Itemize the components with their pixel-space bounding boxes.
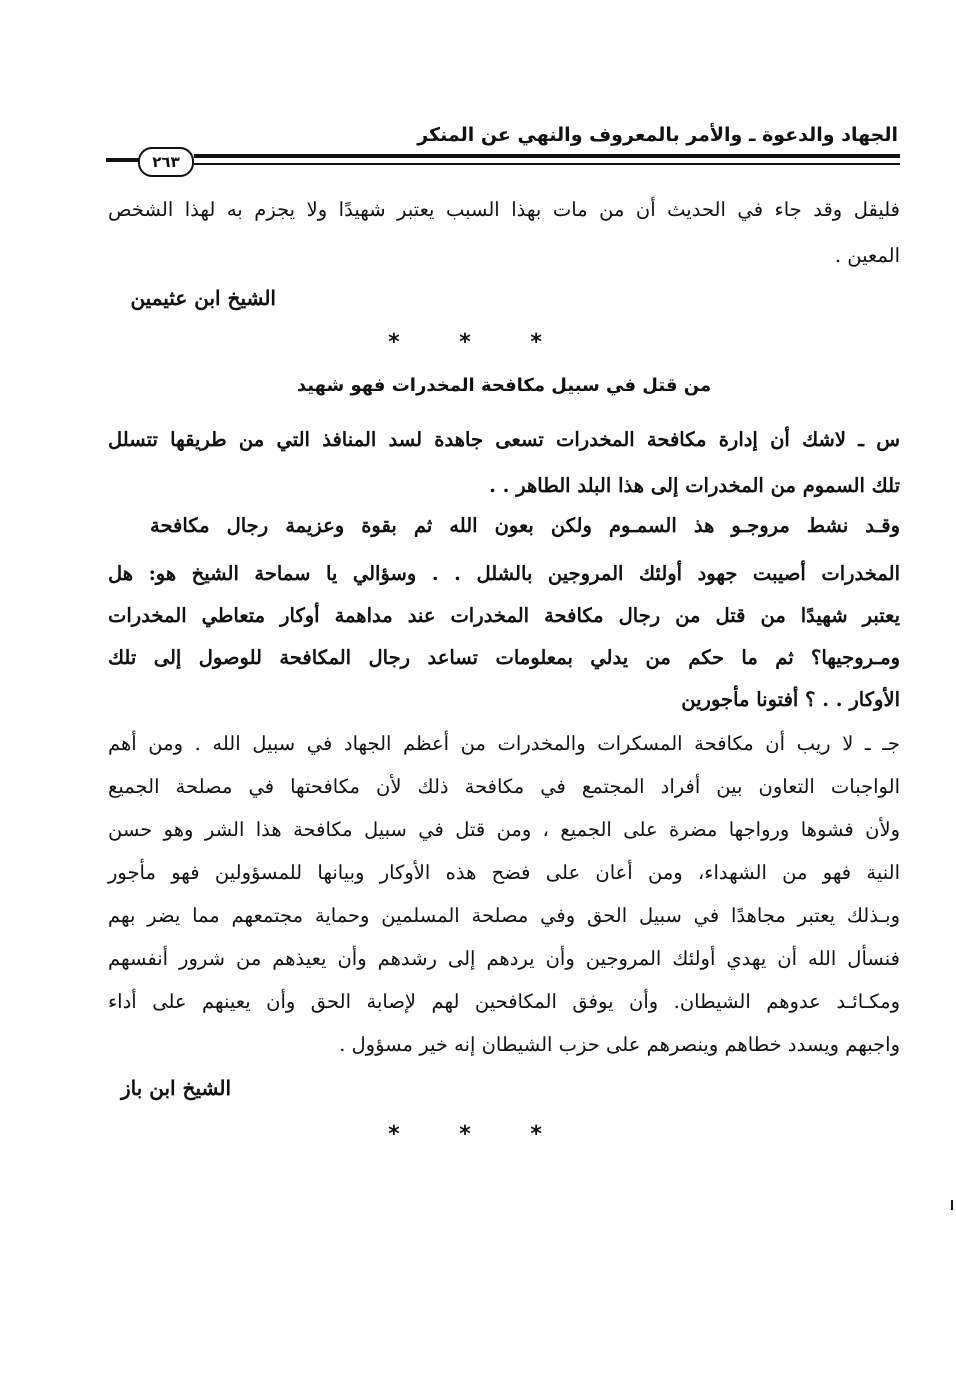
answer-line: فنسأل الله أن يهدي أولئك المروجين وأن يردهم إلى رشدهم وأن يعيذهم من شرور أنفسهم	[108, 947, 900, 970]
section-title: من قتل في سبيل مكافحة المخدرات فهو شهيد	[296, 375, 712, 396]
question-line: المخدرات أصيبت جهود أولئك المروجين بالشلل . . وسؤالي يا سماحة الشيخ هو: هل	[108, 562, 900, 585]
running-header-title: الجهاد والدعوة ـ والأمر بالمعروف والنهي عن المنكر	[417, 124, 898, 146]
header-rule-left	[106, 158, 140, 162]
question-line: يعتبر شهيدًا من قتل من رجال مكافحة المخدرات عند مداهمة أوكار متعاطي المخدرات	[108, 604, 900, 627]
header-rule-thin	[194, 163, 900, 165]
answer-line: الواجبات التعاون بين أفراد المجتمع في مكافحة ذلك لأن مكافحتها في مصلحة الجميع	[108, 775, 900, 798]
answer-line: واجبهم ويسدد خطاهم وينصرهم على حزب الشيطان إنه خير مسؤول .	[339, 1033, 900, 1056]
intro-line: فليقل وقد جاء في الحديث أن من مات بهذا السبب يعتبر شهيدًا ولا يجزم به لهذا الشخص	[108, 198, 900, 221]
answer-line: ومكـائـد عدوهم الشيطان. وأن يوفق المكافحين لهم لإصابة الحق وأن يعينهم على أداء	[108, 990, 900, 1013]
answer-line: جـ ـ لا ريب أن مكافحة المسكرات والمخدرات من أعظم الجهاد في سبيل الله . ومن أهم	[108, 732, 900, 755]
question-line: الأوكار . . ؟ أفتونا مأجورين	[681, 688, 900, 711]
question-line-text: وقـد نشط مروجـو هذ السمـوم ولكن بعون الله ثم بقوة وعزيمة رجال مكافحة	[150, 514, 900, 537]
scan-mark	[951, 1200, 953, 1210]
intro-line: المعين .	[834, 244, 900, 267]
question-line: س ـ لاشك أن إدارة مكافحة المخدرات تسعى جاهدة لسد المنافذ التي من طريقها تتسلل	[108, 428, 900, 451]
question-line: تلك السموم من المخدرات إلى هذا البلد الطاهر . .	[489, 474, 900, 497]
separator-stars: * * *	[388, 330, 568, 355]
answer-line: وبـذلك يعتبر مجاهدًا في سبيل الحق وفي مصلحة المسلمين وحماية مجتمعهم مما يضر بهم	[108, 904, 900, 927]
page-number: ٢٦٣	[138, 147, 194, 177]
question-line	[108, 514, 900, 537]
header-rule-thick	[194, 154, 900, 158]
answer-line: ولأن فشوها ورواجها مضرة على الجميع ، ومن قتل في سبيل مكافحة هذا الشر وهو حسن	[108, 818, 900, 841]
author-signature: الشيخ ابن باز	[120, 1076, 231, 1100]
separator-stars: * * *	[388, 1122, 568, 1147]
answer-line: النية فهو من الشهداء، ومن أعان على فضح هذه الأوكار وبيانها للمسؤولين فهو مأجور	[108, 861, 900, 884]
author-signature: الشيخ ابن عثيمين	[130, 286, 276, 310]
question-line: ومـروجيها؟ ثم ما حكم من يدلي بمعلومات تساعد رجال المكافحة للوصول إلى تلك	[108, 646, 900, 669]
